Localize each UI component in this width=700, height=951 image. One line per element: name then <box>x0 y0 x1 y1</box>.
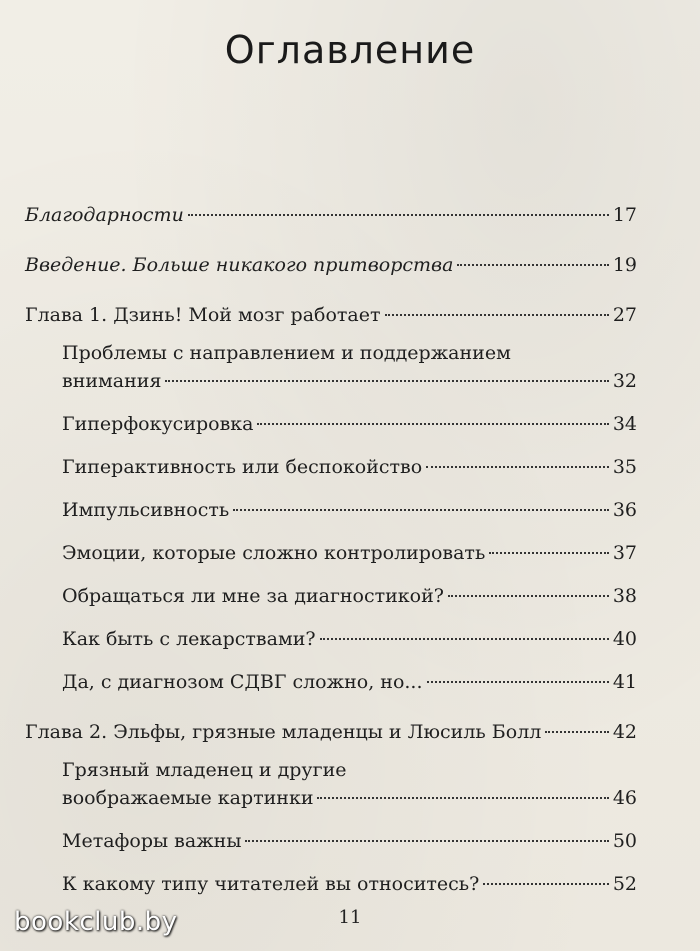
toc-entry-text: Глава 2. Эльфы, грязные младенцы и Люсиль Болл <box>25 721 542 743</box>
toc-entry-text: Введение. Больше никакого притворства <box>25 254 454 276</box>
leader-dots <box>483 883 609 885</box>
leader-dots <box>385 314 609 316</box>
toc-page-number: 34 <box>612 413 637 435</box>
leader-dots <box>317 797 608 799</box>
toc-page-number: 50 <box>612 830 637 852</box>
toc-page-number: 52 <box>612 873 637 895</box>
toc-entry-text: К какому типу читателей вы относитесь? <box>62 873 480 895</box>
toc-entry-reader-type <box>62 871 637 898</box>
toc-entry-chapter-2 <box>25 719 637 746</box>
leader-dots <box>320 638 609 640</box>
leader-dots <box>188 214 609 216</box>
toc-entry-hyperfocus <box>62 411 637 438</box>
page-title: Оглавление <box>224 28 476 72</box>
leader-dots <box>457 264 608 266</box>
toc-entry-text-line1: Проблемы с направлением и поддержанием <box>62 342 511 364</box>
toc-page-number: 46 <box>612 787 637 809</box>
toc-page-number: 42 <box>612 721 637 743</box>
toc-page-number: 41 <box>612 671 637 693</box>
toc-entry-metaphors <box>62 828 637 855</box>
toc-page-number: 36 <box>612 499 637 521</box>
toc-entry-text: Благодарности <box>25 204 184 226</box>
toc-entry-text: Эмоции, которые сложно контролировать <box>62 542 486 564</box>
toc-entry-emotions <box>62 540 637 567</box>
leader-dots <box>427 681 609 683</box>
toc-page-number: 17 <box>612 204 637 226</box>
leader-dots <box>489 552 609 554</box>
toc-entry-text: Глава 1. Дзинь! Мой мозг работает <box>25 304 381 326</box>
toc-entry-impulsivity <box>62 497 637 524</box>
leader-dots <box>545 731 608 733</box>
toc-entry-text: Гиперфокусировка <box>62 413 254 435</box>
toc-entry-adhd-diagnosis <box>62 669 637 696</box>
leader-dots <box>245 840 608 842</box>
toc-entry-chapter-1 <box>25 302 637 329</box>
toc-entry-line2 <box>62 784 637 812</box>
toc-entry-dirty-baby <box>62 756 637 812</box>
toc-entry-text-line2: внимания <box>62 370 162 392</box>
leader-dots <box>165 380 608 382</box>
leader-dots <box>233 509 609 511</box>
toc-page-number: 32 <box>612 370 637 392</box>
toc-entry-text: Метафоры важны <box>62 830 242 852</box>
toc-page-number: 40 <box>612 628 637 650</box>
toc-page-number: 19 <box>612 254 637 276</box>
toc-entry-text: Как быть с лекарствами? <box>62 628 316 650</box>
toc-entry-line2 <box>62 367 637 395</box>
toc-entry-acknowledgements <box>25 202 637 229</box>
leader-dots <box>426 466 609 468</box>
watermark-logo: bookclub.by <box>14 907 178 937</box>
toc-page-number: 27 <box>612 304 637 326</box>
leader-dots <box>257 423 608 425</box>
toc-entry-medication <box>62 626 637 653</box>
toc-page-number: 35 <box>612 456 637 478</box>
toc-page-number: 38 <box>612 585 637 607</box>
table-of-contents <box>25 202 637 914</box>
page-number: 11 <box>338 907 362 928</box>
toc-page-number: 37 <box>612 542 637 564</box>
toc-entry-text: Обращаться ли мне за диагностикой? <box>62 585 444 607</box>
toc-entry-introduction <box>25 252 637 279</box>
leader-dots <box>448 595 609 597</box>
toc-entry-text: Импульсивность <box>62 499 230 521</box>
toc-entry-attention-problems <box>62 339 637 395</box>
toc-entry-diagnostics <box>62 583 637 610</box>
toc-entry-text-line1: Грязный младенец и другие <box>62 759 347 781</box>
toc-entry-text: Гиперактивность или беспокойство <box>62 456 423 478</box>
toc-entry-text-line2: воображаемые картинки <box>62 787 314 809</box>
toc-entry-hyperactivity <box>62 454 637 481</box>
toc-entry-text: Да, с диагнозом СДВГ сложно, но... <box>62 671 423 693</box>
